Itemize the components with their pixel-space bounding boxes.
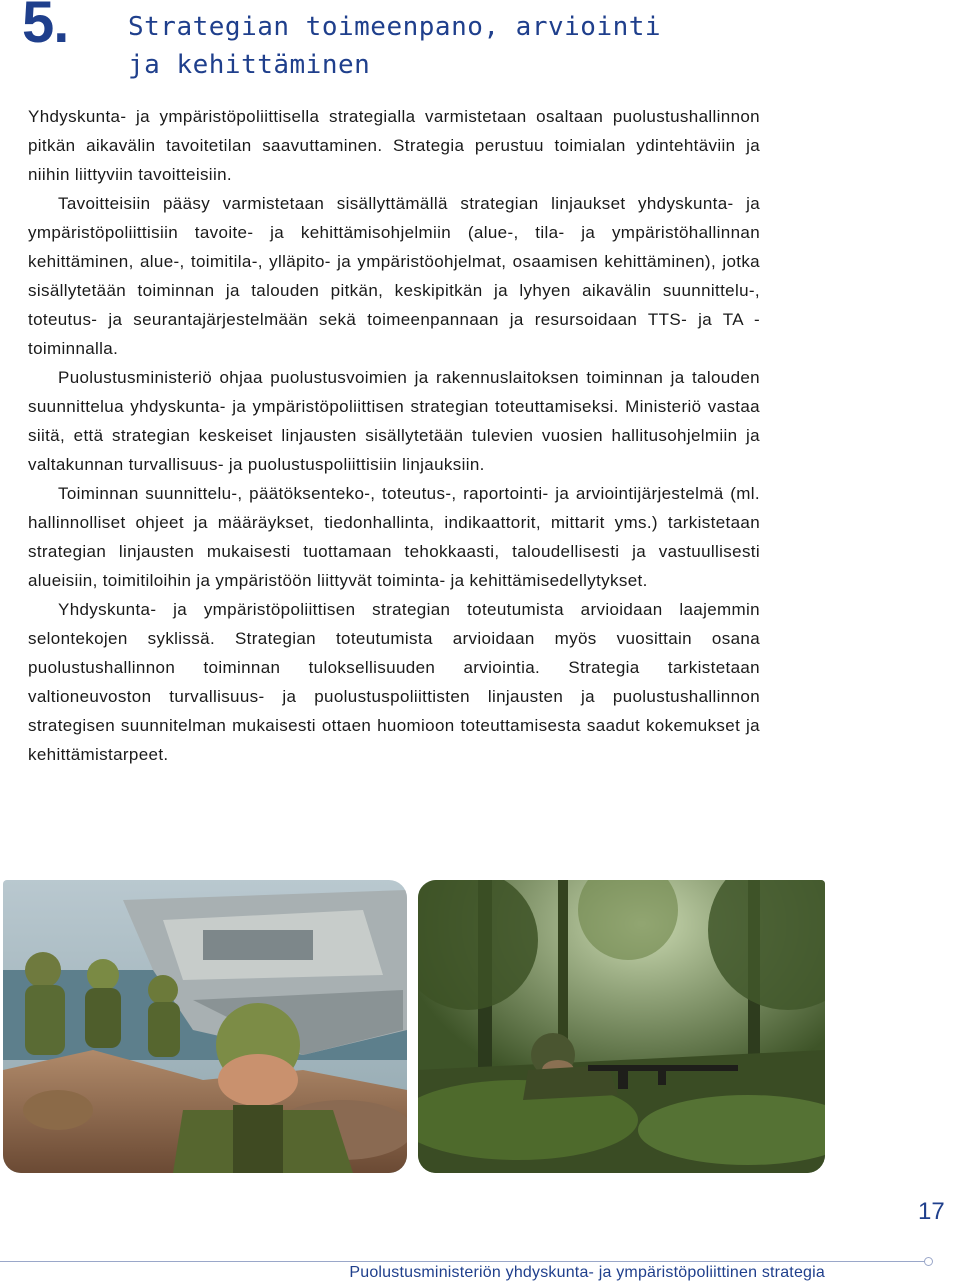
circle-dot-icon xyxy=(924,1257,933,1266)
chapter-title xyxy=(128,8,828,84)
photo-soldier-forest-image xyxy=(418,880,825,1173)
chapter-title-line-1: Strategian toimeenpano, arviointi xyxy=(128,12,662,42)
paragraph: Yhdyskunta- ja ympäristöpoliittisella strategialla varmistetaan osaltaan puolustushallinnon pitkän aikavälin tavoitetilan saavuttaminen. Strategia perustuu toimialan ydintehtäviin ja niihin liittyviin tavoitteisiin. xyxy=(28,107,760,184)
body-text xyxy=(28,102,760,769)
paragraph: Tavoitteisiin pääsy varmistetaan sisällyttämällä strategian linjaukset yhdyskunta- ja ympäristöpoliittisiin tavoite- ja kehittämisohjelmiin (alue-, tila- ja ympäristöhallinnan kehittäminen, alue-, toimitila-, ylläpito- ja ympäristöohjelmat, osaamisen kehittäminen), jotka sisällytetään toiminnan ja talouden pitkän, keskipitkän ja lyhyen aikavälin suunnittelu-, toteutus- ja seurantajärjestelmään sekä toimeenpannaan ja resursoidaan TTS- ja TA -toiminnalla. xyxy=(28,194,760,358)
photo-soldier-forest xyxy=(418,880,825,1173)
chapter-number: 5. xyxy=(22,0,69,55)
page-number: 17 xyxy=(918,1198,945,1225)
photo-soldiers-landing-image xyxy=(3,880,407,1173)
paragraph: Yhdyskunta- ja ympäristöpoliittisen strategian toteutumista arvioidaan laajemmin selontekojen syklissä. Strategian toteutumista arvioidaan myös vuosittain osana puolustushallinnon toiminnan tuloksellisuuden arviointia. Strategia tarkistetaan valtioneuvoston turvallisuus- ja puolustuspoliittisten linjausten ja puolustushallinnon strategisen suunnitelman mukaisesti ottaen huomioon toteuttamisesta saadut kokemukset ja kehittämistarpeet. xyxy=(28,600,760,764)
photo-soldiers-landing xyxy=(3,880,407,1173)
chapter-title-line-2: ja kehittäminen xyxy=(128,50,371,80)
footer-publication-title: Puolustusministeriön yhdyskunta- ja ympäristöpoliittinen strategia xyxy=(349,1264,825,1281)
paragraph: Toiminnan suunnittelu-, päätöksenteko-, toteutus-, raportointi- ja arviointijärjestelmä (ml. hallinnolliset ohjeet ja määräykset, tiedonhallinta, indikaattorit, mittarit yms.) tarkistetaan strategian linjausten mukaisesti tuottamaan tehokkaasti, taloudellisesti ja vastuullisesti alueisiin, toimitiloihin ja ympäristöön liittyvät toiminta- ja kehittämisedellytykset. xyxy=(28,484,760,590)
paragraph: Puolustusministeriö ohjaa puolustusvoimien ja rakennuslaitoksen toiminnan ja talouden suunnittelua yhdyskunta- ja ympäristöpoliittisen strategian toteuttamiseksi. Ministeriö vastaa siitä, että strategian keskeiset linjausten sisällytetään tulevien vuosien hallitusohjelmiin ja valtakunnan turvallisuus- ja puolustuspoliittisiin linjauksiin. xyxy=(28,368,760,474)
footer-rule xyxy=(0,1261,926,1262)
